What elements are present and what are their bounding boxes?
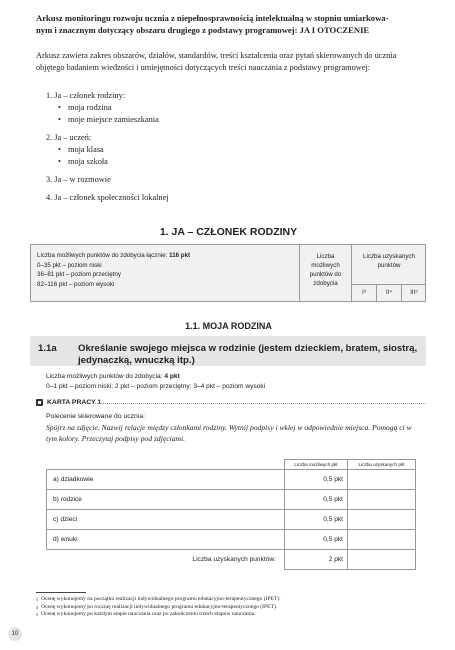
instruction-text: Spójrz na zdjęcie. Nazwij relacje między członkami rodziny. Wytnij podpisy i wklej w odpowiednie miejsca. Pomogą ci w tym kolory. Przeczytaj podpisy pod zdjęciami. (46, 423, 412, 443)
intro-title (36, 12, 426, 36)
points-total-line (37, 251, 292, 261)
footnote-text: Ocenę wykonujemy po rocznej realizacji indywidualnego programu edukacyjno-terapeutycznego (IPET). (41, 603, 278, 610)
row-label: b) rodzice (47, 490, 285, 510)
task-points-line (46, 372, 416, 382)
possible-line: zdobycia (313, 280, 338, 287)
toc-item: 3. Ja – w rozmowie (46, 175, 111, 184)
table-of-contents (46, 90, 406, 204)
level-low: 0–35 pkt – poziom niski (37, 261, 102, 269)
divider (92, 403, 426, 404)
header-possible: Liczba możliwych pkt (285, 460, 348, 470)
points-table (30, 244, 426, 302)
stage-1: I³ (362, 290, 366, 296)
instruction (46, 412, 416, 444)
footnote-divider (36, 592, 86, 593)
instruction-label: Polecenie skierowane do ucznia: (46, 413, 145, 420)
possible-line: punktów do (309, 271, 342, 278)
footnote (36, 604, 436, 612)
level-high: 82–116 pkt – poziom wysoki (37, 280, 115, 288)
header-obtained: Liczba uzyskanych pkt (348, 460, 416, 470)
stage-2: II⁴ (376, 285, 401, 301)
task-title: Określanie swojego miejsca w rodzinie (jestem dzieckiem, bratem, siostrą, jedynaczką, wnuczką itp.) (78, 343, 418, 366)
points-summary (37, 251, 292, 289)
worksheet-title: KARTA PRACY 1 (47, 399, 102, 406)
table-header-row (47, 460, 416, 470)
sum-value: 2 pkt (285, 550, 348, 570)
row-label: a) dziadkowie (47, 470, 285, 490)
task-points-label: Liczba możliwych punktów do zdobycia: (46, 373, 163, 380)
footnote-number: 5 (36, 612, 38, 618)
possible-line: Liczba (316, 253, 335, 260)
section-title: 1. JA – CZŁONEK RODZINY (159, 226, 298, 238)
obtained-points-header (351, 245, 426, 301)
worksheet-table (46, 459, 416, 570)
intro-title-line2: nym i znacznym dotyczący obszaru drugiego z podstawy programowej: JA I OTOCZENIE (36, 25, 370, 35)
task-levels: 0–1 pkt – poziom niski; 2 pkt – poziom przeciętny; 3–4 pkt – poziom wysoki (46, 382, 266, 390)
table-row (47, 470, 416, 490)
footnote (36, 596, 436, 604)
obtained-header-text (352, 245, 426, 270)
row-points: 0,5 pkt (285, 470, 348, 490)
level-average: 36–81 pkt – poziom przeciętny (37, 271, 121, 279)
intro-title-line1: Arkusz monitoringu rozwoju ucznia z niepełnosprawnością intelektualną w stopniu umiarkowa- (36, 13, 389, 23)
row-result-cell[interactable] (348, 490, 416, 510)
footnote-text: Ocenę wykonujemy po każdym etapie nauczania oraz po zakończeniu trzech etapów nauczania. (41, 611, 256, 618)
row-result-cell[interactable] (348, 470, 416, 490)
worksheet-icon (36, 399, 43, 406)
toc-item: 2. Ja – uczeń: (46, 133, 92, 142)
possible-line: możliwych (311, 262, 340, 269)
row-points: 0,5 pkt (285, 530, 348, 550)
table-sum-row (47, 550, 416, 570)
row-points: 0,5 pkt (285, 490, 348, 510)
footnote-number: 4 (36, 604, 38, 610)
task-points-value: 4 pkt (164, 373, 180, 380)
obtained-line: Liczba uzyskanych (363, 253, 415, 260)
stage-3: III⁵ (401, 285, 426, 301)
toc-item: 4. Ja – członek społeczności lokalnej (46, 193, 169, 202)
task-points (46, 372, 416, 391)
row-label: c) dzieci (47, 510, 285, 530)
toc-subitem: • moja rodzina (46, 102, 406, 114)
row-label: d) wnuki (47, 530, 285, 550)
row-result-cell[interactable] (348, 510, 416, 530)
footnote (36, 611, 436, 619)
sum-result-cell[interactable] (348, 550, 416, 570)
footnote-number: 3 (36, 597, 38, 602)
table-row (47, 510, 416, 530)
table-row (47, 490, 416, 510)
header-blank (47, 460, 285, 470)
page-number: 10 (8, 627, 22, 641)
row-result-cell[interactable] (348, 530, 416, 550)
toc-subitem: • moja klasa (46, 144, 406, 156)
subsection-title: 1.1. MOJA RODZINA (185, 321, 272, 331)
obtained-line: punktów (377, 262, 401, 269)
toc-subitem: • moje miejsce zamieszkania (46, 114, 406, 126)
assessment-stages (352, 284, 426, 301)
points-total: 116 pkt (169, 252, 191, 259)
points-intro: Liczba możliwych punktów do zdobycia łącznie: (37, 252, 168, 259)
possible-points-header (299, 245, 351, 301)
row-points: 0,5 pkt (285, 510, 348, 530)
intro-text: Arkusz zawiera zakres obszarów, działów, standardów, treści kształcenia oraz pytań skierowanych do ucznia objętego badaniem wiedzości i umiejętności dotyczących treści nauczania z podstawy programowej: (36, 51, 397, 72)
toc-item: 1. Ja – członek rodziny: (46, 91, 126, 100)
footnote-text: Ocenę wykonujemy na początku realizacji indywidualnego programu edukacyjno-terapeutycznego (IPET). (41, 596, 281, 602)
task-number: 1.1a (38, 343, 57, 354)
task-box (30, 336, 426, 366)
footnotes (36, 596, 436, 619)
table-row (47, 530, 416, 550)
sum-label: Liczba uzyskanych punktów: (192, 556, 276, 564)
toc-subitem: • moja szkoła (46, 156, 406, 168)
